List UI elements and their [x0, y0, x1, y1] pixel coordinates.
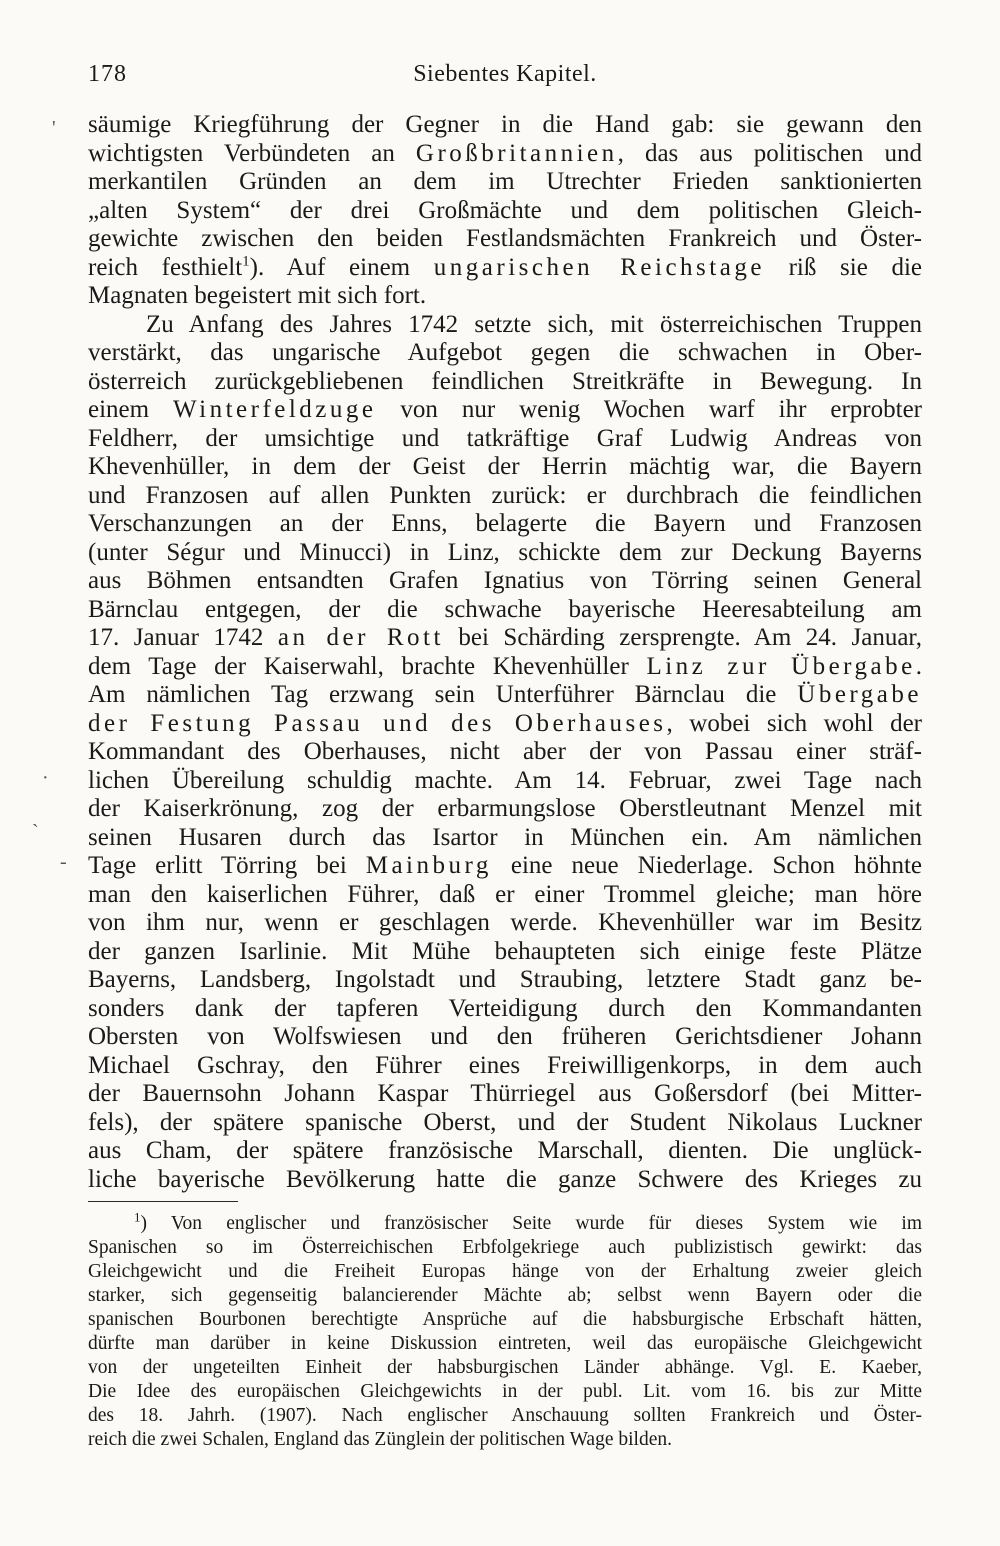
text-line: Khevenhüller, in dem der Geist der Herrin mächtig war, die Bayern — [88, 453, 922, 480]
spaced-emphasis: Winterfeldzuge — [173, 396, 377, 423]
text-line: Bärnclau entgegen, der die schwache bayerische Heeresabteilung am — [88, 595, 922, 623]
spaced-emphasis: des Oberhauses — [451, 709, 667, 737]
text-line: Magnaten begeistert mit sich fort. — [88, 282, 427, 309]
page-number: 178 — [88, 61, 127, 87]
spaced-emphasis: Übergabe — [797, 681, 922, 708]
margin-mark: ` — [32, 821, 39, 843]
running-head: Siebentes Kapitel. — [413, 61, 597, 87]
footnote-line: des 18. Jahrh. (1907). Nach englischer Anschauung sollten Frankreich und Öster- — [88, 1405, 922, 1426]
text-line: einem Winterfeldzuge von nur wenig Wochen warf ihr erprobter — [88, 396, 922, 423]
text-line: 17. Januar 1742 an der Rott bei Schärding zersprengte. Am 24. Januar, — [88, 624, 922, 651]
text-line: säumige Kriegführung der Gegner in die Hand gab: sie gewann den — [88, 111, 922, 138]
text-line: seinen Husaren durch das Isartor in München ein. Am nämlichen — [88, 823, 922, 851]
text-line: verstärkt, das ungarische Aufgebot gegen die schwachen in Ober- — [88, 339, 922, 366]
margin-mark: · — [42, 767, 49, 789]
spaced-emphasis: an der Rott — [277, 624, 444, 651]
spaced-emphasis: Mainburg — [365, 852, 492, 879]
text-line: dem Tage der Kaiserwahl, brachte Khevenhüller Linz zur Übergabe. — [88, 652, 922, 680]
text-line: wichtigsten Verbündeten an Großbritannien, das aus politischen und — [88, 139, 922, 167]
text-line: Tage erlitt Törring bei Mainburg eine neue Niederlage. Schon höhnte — [88, 852, 922, 879]
spaced-emphasis: der Festung Passau — [88, 709, 364, 737]
text-line: der ganzen Isarlinie. Mit Mühe behaupteten sich einige feste Plätze — [88, 937, 922, 965]
page-header — [88, 58, 922, 90]
footnote-line: spanischen Bourbonen berechtigte Ansprüche auf die habsburgische Erbschaft hätten, — [88, 1309, 922, 1330]
text-line: aus Cham, der spätere französische Marschall, dienten. Die unglück- — [88, 1137, 922, 1164]
text-line: (unter Ségur und Minucci) in Linz, schickte dem zur Deckung Bayerns — [88, 538, 922, 566]
text-line: Michael Gschray, den Führer eines Freiwilligenkorps, in dem auch — [88, 1051, 922, 1079]
text-line: „alten System“ der drei Großmächte und dem politischen Gleich- — [88, 196, 922, 224]
text-line: der Bauernsohn Johann Kaspar Thürriegel aus Goßersdorf (bei Mitter- — [88, 1080, 922, 1107]
text-line: Feldherr, der umsichtige und tatkräftige Graf Ludwig Andreas von — [88, 424, 922, 452]
text-line: Bayerns, Landsberg, Ingolstadt und Straubing, letztere Stadt ganz be- — [88, 966, 922, 993]
footnote-line: $^1$) Von englischer und französischer Seite wurde für dieses System wie im — [134, 1209, 922, 1234]
text-line: reich festhielt$^1$). Auf einem ungarischen Reichstage riß sie die — [88, 253, 922, 281]
text-line: der Kaiserkrönung, zog der erbarmungslose Oberstleutnant Menzel mit — [88, 795, 922, 822]
text-line: lichen Übereilung schuldig machte. Am 14. Februar, zwei Tage nach — [88, 766, 922, 794]
spaced-emphasis: ungarischen Reichstage — [433, 253, 765, 281]
text-line: aus Böhmen entsandten Grafen Ignatius von Törring seinen General — [88, 567, 922, 594]
footnote-separator — [88, 1201, 238, 1202]
spaced-emphasis: Großbritannien — [415, 139, 618, 167]
footnote-line: von der ungeteilten Einheit der habsburgischen Länder abhänge. Vgl. E. Kaeber, — [88, 1357, 922, 1378]
text-line: liche bayerische Bevölkerung hatte die ganze Schwere des Krieges zu — [88, 1165, 922, 1193]
footnote-line: reich die zwei Schalen, England das Zünglein der politischen Wage bilden. — [88, 1429, 672, 1450]
text-line: Obersten von Wolfswiesen und den früheren Gerichtsdiener Johann — [88, 1023, 922, 1050]
text-line: von ihm nur, wenn er geschlagen werde. Khevenhüller war im Besitz — [88, 909, 922, 936]
margin-mark: - — [60, 851, 67, 873]
text-line: man den kaiserlichen Führer, daß er einer Trommel gleiche; man höre — [88, 880, 922, 908]
text-line: fels), der spätere spanische Oberst, und der Student Nikolaus Luckner — [88, 1108, 922, 1136]
footnote-line: Die Idee des europäischen Gleichgewichts in der publ. Lit. vom 16. bis zur Mitte — [88, 1381, 922, 1402]
footnote-line: dürfte man darüber in keine Diskussion eintreten, weil das europäische Gleichgewicht — [88, 1333, 922, 1354]
text-line: Zu Anfang des Jahres 1742 setzte sich, mit österreichischen Truppen — [146, 310, 922, 338]
footnote-line: Spanischen so im Österreichischen Erbfolgekriege auch publizistisch gewirkt: das — [88, 1237, 922, 1258]
text-line: sonders dank der tapferen Verteidigung durch den Kommandanten — [88, 994, 922, 1022]
text-line: österreich zurückgebliebenen feindlichen Streitkräfte in Bewegung. In — [88, 367, 922, 395]
text-line: Am nämlichen Tag erzwang sein Unterführer Bärnclau die Übergabe — [88, 681, 922, 708]
text-line: Verschanzungen an der Enns, belagerte die Bayern und Franzosen — [88, 510, 922, 537]
text-line: merkantilen Gründen an dem im Utrechter Frieden sanktionierten — [88, 168, 922, 195]
text-line: gewichte zwischen den beiden Festlandsmächten Frankreich und Öster- — [88, 225, 922, 252]
spaced-emphasis: Linz zur Übergabe — [646, 652, 916, 680]
footnote-marker: 1 — [134, 1209, 141, 1225]
margin-mark: ' — [52, 117, 56, 139]
footnote — [88, 1209, 922, 1452]
text-line: und Franzosen auf allen Punkten zurück: er durchbrach die feindlichen — [88, 481, 922, 509]
footnote-line: starker, sich gegenseitig balancierender Mächte ab; selbst wenn Bayern oder die — [88, 1285, 922, 1306]
text-line: Kommandant des Oberhauses, nicht aber der von Passau einer sträf- — [88, 738, 922, 765]
body-text — [88, 111, 922, 1194]
footnote-reference: 1 — [242, 253, 250, 270]
footnote-line: Gleichgewicht und die Freiheit Europas hänge von der Erhaltung zweier gleich — [88, 1261, 922, 1282]
text-line: der Festung Passau und des Oberhauses, wobei sich wohl der — [88, 709, 923, 737]
